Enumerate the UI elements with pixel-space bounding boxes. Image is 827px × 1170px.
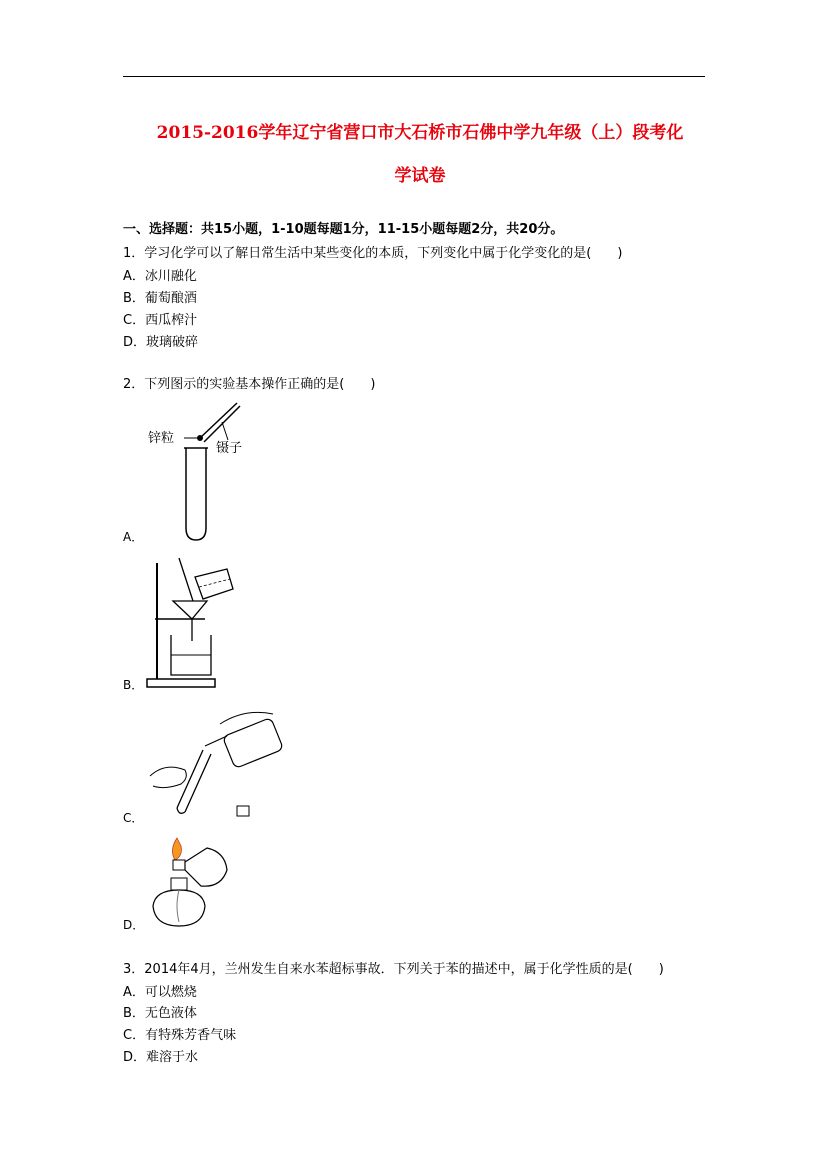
q3-option-d: D．难溶于水: [123, 1050, 199, 1065]
q2-option-d: D．: [123, 918, 145, 932]
section-heading: 一、选择题：共15小题，1-10题每题1分，11-15小题每题2分，共20分。: [123, 222, 564, 237]
q2-figure-b-filtration: [145, 555, 245, 690]
header-rule: [123, 76, 705, 77]
q1-option-b: B．葡萄酿酒: [123, 291, 197, 306]
q2-figure-d-alcohol-lamp: [145, 836, 245, 934]
q2-figure-a-test-tube: [140, 400, 260, 545]
tweezers-label: 镊子: [216, 441, 243, 456]
q2-option-a: A．: [123, 530, 144, 544]
q1-option-c: C．西瓜榨汁: [123, 313, 198, 328]
q3-option-a: A．可以燃烧: [123, 985, 197, 1000]
q1-option-d: D．玻璃破碎: [123, 335, 199, 350]
zinc-label: 锌粒: [148, 431, 175, 446]
q3-option-b: B．无色液体: [123, 1006, 197, 1021]
q1-option-a: A．冰川融化: [123, 269, 197, 284]
page-title-line-2: 学试卷: [394, 166, 446, 186]
q2-option-b: B．: [123, 678, 144, 692]
q2-option-c: C．: [123, 811, 144, 825]
q1-stem: 1．学习化学可以了解日常生活中某些变化的本质，下列变化中属于化学变化的是( ): [123, 246, 623, 261]
q3-stem: 3．2014年4月，兰州发生自来水苯超标事故．下列关于苯的描述中，属于化学性质的是( ): [123, 962, 664, 977]
q3-option-c: C．有特殊芳香气味: [123, 1028, 237, 1043]
q2-figure-c-pouring: [145, 706, 285, 824]
page-title-line-1: 2015-2016学年辽宁省营口市大石桥市石佛中学九年级（上）段考化: [156, 123, 684, 143]
q2-stem: 2．下列图示的实验基本操作正确的是( ): [123, 377, 376, 392]
